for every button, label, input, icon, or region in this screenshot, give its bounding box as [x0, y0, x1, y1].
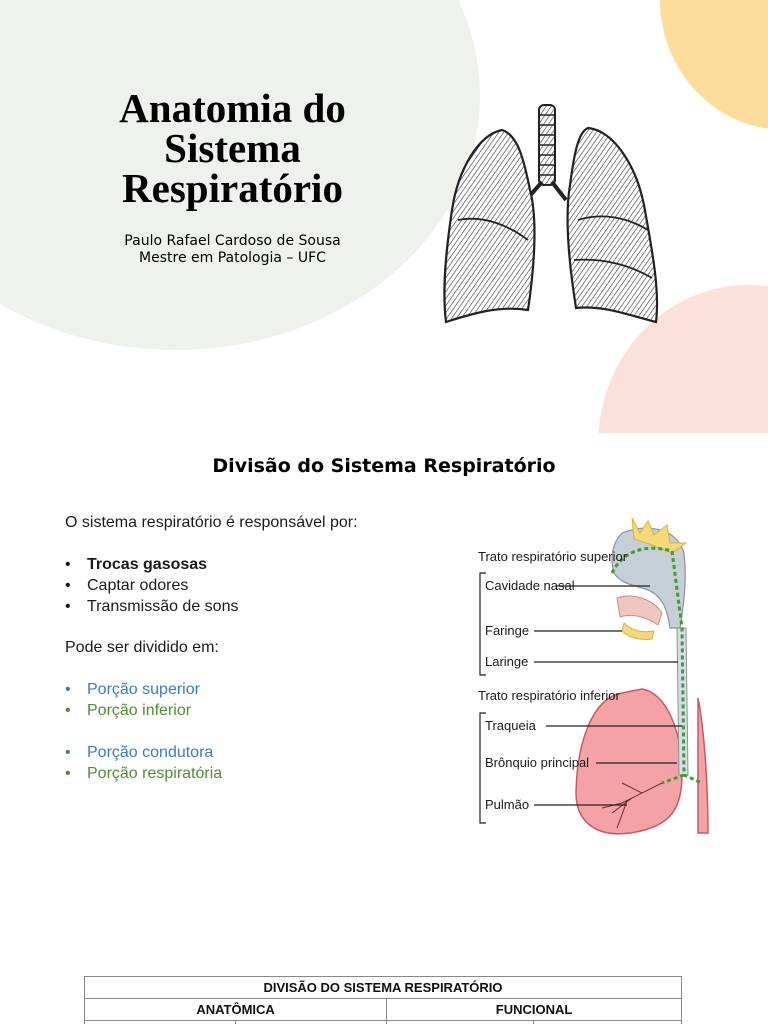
upper-tract-label: Trato respiratório superior	[478, 549, 628, 564]
table-slide	[0, 933, 768, 1024]
table-row	[85, 977, 682, 999]
functions-list	[65, 554, 445, 617]
text-column	[65, 513, 445, 784]
bullet-icon: •	[65, 577, 71, 594]
author-name: Paulo Rafael Cardoso de Sousa	[124, 233, 341, 249]
intro-text: O sistema respiratório é responsável por:	[65, 514, 358, 531]
table-cell	[387, 1021, 534, 1024]
author-degree: Mestre em Patologia – UFC	[139, 250, 326, 266]
title-line: Respiratório	[122, 165, 343, 211]
lung-shape	[576, 689, 682, 834]
title-line: Anatomia do	[119, 85, 346, 131]
label-traqueia: Traqueia	[485, 718, 536, 733]
page-title	[60, 85, 405, 211]
table-row	[85, 1021, 682, 1024]
list-item-respiratoria: • Porção respiratória	[65, 765, 223, 782]
label-bronquio-principal: Brônquio principal	[485, 755, 590, 770]
table-cell	[534, 1021, 682, 1024]
bullet-icon: •	[65, 702, 71, 719]
bullet-icon: •	[65, 598, 71, 615]
list-item-inferior: • Porção inferior	[65, 702, 192, 719]
title-line: Sistema	[164, 125, 301, 171]
label-laringe: Laringe	[485, 654, 529, 669]
division-slide	[0, 433, 768, 933]
division-table	[84, 976, 682, 1024]
title-slide	[0, 0, 768, 433]
table-row	[85, 999, 682, 1021]
list-item-superior: • Porção superior	[65, 681, 200, 698]
section-heading: Divisão do Sistema Respiratório	[212, 455, 556, 477]
list-item-condutora: • Porção condutora	[65, 744, 214, 761]
table-cell	[236, 1021, 387, 1024]
column-anatomica: ANATÔMICA	[85, 999, 387, 1021]
list-item: • Transmissão de sons	[65, 598, 239, 615]
label-faringe: Faringe	[485, 623, 530, 638]
table-title: DIVISÃO DO SISTEMA RESPIRATÓRIO	[85, 977, 682, 999]
list-item: • Captar odores	[65, 577, 189, 594]
divided-intro: Pode ser dividido em:	[65, 639, 219, 656]
author-block	[60, 233, 405, 267]
anatomic-division-list	[65, 679, 445, 721]
label-cavidade-nasal: Cavidade nasal	[485, 578, 575, 593]
respiratory-tract-diagram	[472, 513, 712, 843]
bullet-icon: •	[65, 556, 71, 573]
lungs-illustration	[438, 100, 663, 330]
bullet-icon: •	[65, 744, 71, 761]
lower-tract-label: Trato respiratório inferior	[478, 688, 620, 703]
column-funcional: FUNCIONAL	[387, 999, 682, 1021]
functional-division-list	[65, 742, 445, 784]
bullet-icon: •	[65, 681, 71, 698]
bullet-icon: •	[65, 765, 71, 782]
list-item: • Trocas gasosas	[65, 556, 208, 573]
decor-blob-yellow	[660, 0, 768, 130]
table-cell	[85, 1021, 236, 1024]
label-pulmao: Pulmão	[485, 797, 530, 812]
